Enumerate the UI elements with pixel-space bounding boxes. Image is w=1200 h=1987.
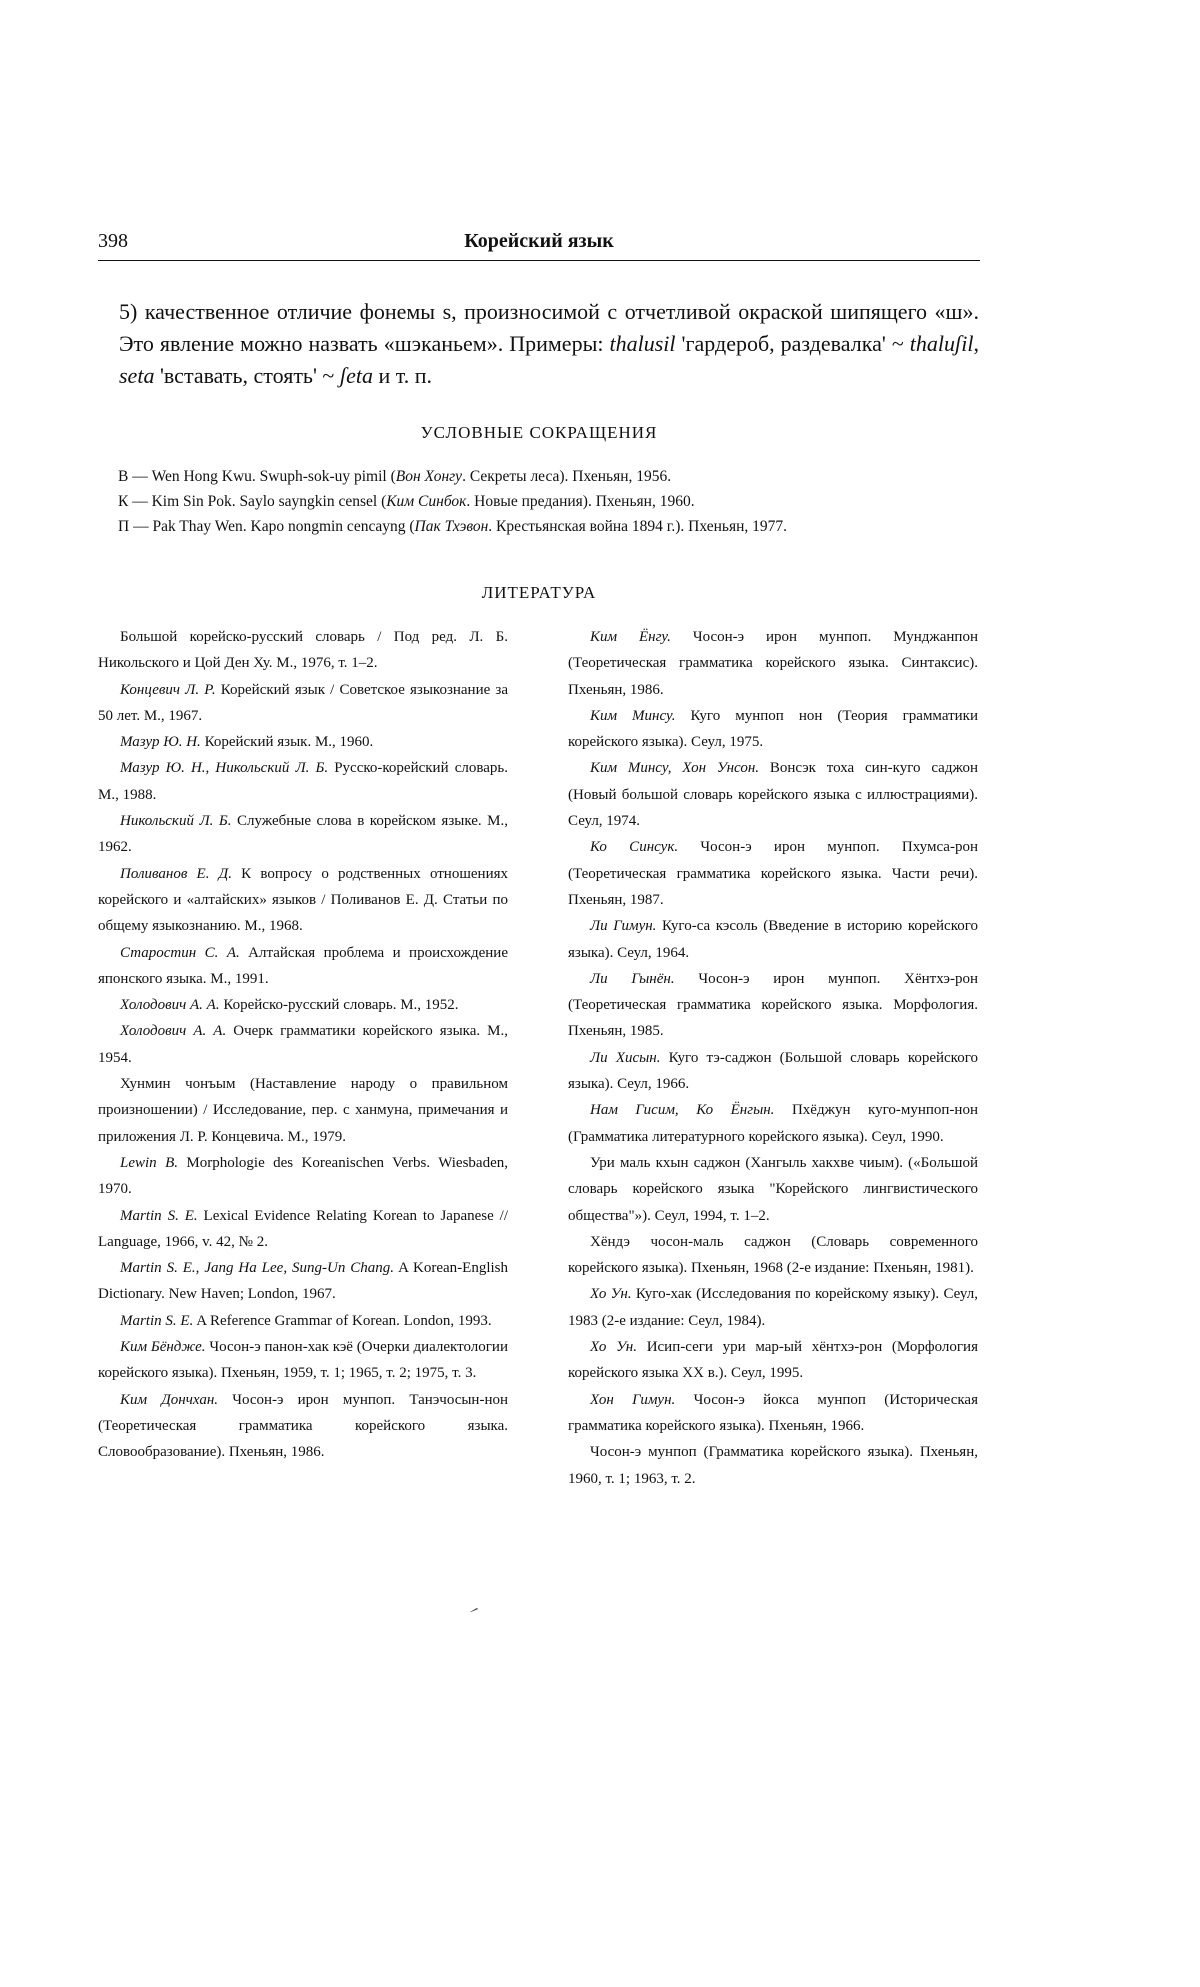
reference-text: Lexical Evidence Relating Korean to Japanese // Language, 1966, v. 42, № 2. <box>98 1207 508 1250</box>
reference-text: Чосон-э ирон мунпоп. Пхумса-рон (Теоретическая грамматика корейского языка. Части речи). Пхеньян, 1987. <box>568 839 978 908</box>
reference-author: Старостин С. А. <box>120 944 240 961</box>
ink-speck <box>469 1607 479 1613</box>
abbreviation-title: . Крестьянская война 1894 г.). Пхеньян, 1977. <box>488 518 788 535</box>
reference-author: Ким Дончхан. <box>120 1391 219 1408</box>
reference-text: Чосон-э ирон мунпоп. Танэчосын-нон (Теоретическая грамматика корейского языка. Словообразование). Пхеньян, 1986. <box>98 1391 509 1461</box>
abbreviation-author: Пак Тхэвон <box>414 518 489 535</box>
reference-author: Martin S. E. <box>120 1312 194 1329</box>
reference-entry <box>98 1334 508 1387</box>
abbreviation-item <box>118 464 978 489</box>
reference-entry <box>98 677 508 730</box>
reference-entry <box>98 1203 508 1256</box>
reference-entry <box>98 808 508 861</box>
abbreviations-heading: УСЛОВНЫЕ СОКРАЩЕНИЯ <box>420 423 658 442</box>
reference-author: Ли Гынён. <box>590 970 675 987</box>
references-left-column <box>98 624 508 1466</box>
intro-paragraph <box>119 296 979 392</box>
abbreviation-author: Вон Хонгу <box>395 468 463 485</box>
reference-entry <box>568 913 978 966</box>
reference-text: Пхёджун куго-мунпоп-нон (Грамматика литературного корейского языка). Сеул, 1990. <box>568 1102 978 1145</box>
reference-author: Ли Гимун. <box>590 918 657 935</box>
header-rule <box>98 260 980 261</box>
reference-text: Ури маль кхын саджон (Хангыль хакхве чиым). («Большой словарь корейского языка "Корейского лингвистического общества"»). Сеул, 1994, т. 1–2. <box>568 1154 978 1224</box>
reference-author: Хо Ун. <box>590 1286 632 1303</box>
reference-text: Чосон-э йокса мунпоп (Историческая грамматика корейского языка). Пхеньян, 1966. <box>568 1391 978 1434</box>
reference-author: Ким Ёнгу. <box>590 629 671 645</box>
reference-text: Исип-сеги ури мар-ый хёнтхэ-рон (Морфология корейского языка XX в.). Сеул, 1995. <box>568 1339 978 1382</box>
reference-text: Корейский язык / Советское языкознание за 50 лет. М., 1967. <box>98 681 508 724</box>
reference-text: Корейско-русский словарь. М., 1952. <box>219 997 459 1014</box>
reference-text: Хунмин чонъым (Наставление народу о правильном произношении) / Исследование, пер. с ханмуна, примечания и приложения Л. Р. Концевича. М., 1979. <box>98 1076 508 1145</box>
reference-entry <box>568 703 978 756</box>
reference-author: Ким Минсу. <box>590 707 676 724</box>
intro-text-3: , <box>973 331 980 356</box>
reference-author: Концевич Л. Р. <box>120 681 216 698</box>
reference-entry <box>98 1150 508 1203</box>
reference-author: Никольский Л. Б. <box>120 813 232 830</box>
reference-text: Корейский язык. М., 1960. <box>200 734 374 751</box>
reference-entry <box>98 940 508 993</box>
reference-entry <box>98 1255 508 1308</box>
reference-author: Martin S. E. <box>120 1207 198 1224</box>
reference-text: Чосон-э мунпоп (Грамматика корейского языка). Пхеньян, 1960, т. 1; 1963, т. 2. <box>568 1444 978 1487</box>
reference-entry <box>568 755 978 834</box>
reference-entry <box>568 1097 978 1150</box>
reference-entry <box>568 1045 978 1098</box>
running-title: Корейский язык <box>464 230 614 252</box>
abbreviation-item <box>118 514 978 539</box>
abbreviation-text: П — Pak Thay Wen. Kapo nongmin cencayng ( <box>118 518 415 535</box>
reference-text: Куго-са кэсоль (Введение в историю корейского языка). Сеул, 1964. <box>568 918 979 961</box>
reference-author: Ким Бёндже. <box>120 1339 206 1356</box>
reference-author: Хон Гимун. <box>590 1391 676 1408</box>
reference-entry <box>98 1071 508 1150</box>
example-word: thalusil <box>609 331 676 356</box>
reference-author: Поливанов Е. Д. <box>120 865 232 882</box>
reference-text: A Korean-English Dictionary. New Haven; London, 1967. <box>98 1260 509 1303</box>
reference-entry <box>568 1229 978 1282</box>
reference-text: Куго-хак (Исследования по корейскому языку). Сеул, 1983 (2-е издание: Сеул, 1984). <box>568 1286 978 1329</box>
reference-entry <box>98 624 508 677</box>
reference-text: Morphologie des Koreanischen Verbs. Wiesbaden, 1970. <box>98 1154 508 1198</box>
reference-text: Русско-корейский словарь. М., 1988. <box>98 760 508 803</box>
reference-entry <box>98 755 508 808</box>
abbreviation-item <box>118 489 978 514</box>
reference-entry <box>98 992 508 1018</box>
abbreviation-title: . Новые предания). Пхеньян, 1960. <box>466 493 695 510</box>
reference-entry <box>568 1387 978 1440</box>
literature-heading: ЛИТЕРАТУРА <box>481 583 597 602</box>
page-number: 398 <box>98 230 128 252</box>
reference-entry <box>98 1387 508 1466</box>
reference-text: Большой корейско-русский словарь / Под ред. Л. Б. Никольского и Цой Ден Ху. М., 1976, т. 1–2. <box>98 629 508 672</box>
reference-text: Хёндэ чосон-маль саджон (Словарь современного корейского языка). Пхеньян, 1968 (2-е издание: Пхеньян, 1981). <box>568 1233 978 1277</box>
reference-author: Холодович А. А. <box>120 997 220 1014</box>
reference-entry <box>98 1308 508 1334</box>
reference-entry <box>568 1150 978 1229</box>
abbreviation-author: Ким Синбок <box>386 493 467 510</box>
reference-author: Хо Ун. <box>590 1339 637 1356</box>
reference-author: Ким Минсу, Хон Унсон. <box>590 760 760 777</box>
example-word: thaluʃil <box>909 331 974 356</box>
reference-author: Lewin B. <box>120 1154 178 1171</box>
reference-text: Служебные слова в корейском языке. М., 1962. <box>98 813 508 856</box>
reference-author: Мазур Ю. Н., Никольский Л. Б. <box>120 760 329 777</box>
reference-entry <box>568 1334 978 1387</box>
reference-text: Очерк грамматики корейского языка. М., 1954. <box>98 1023 508 1066</box>
reference-author: Ли Хисын. <box>590 1049 661 1066</box>
reference-entry <box>98 729 508 755</box>
intro-text-1: 5) качественное отличие фонемы s, произносимой с отчетливой окраской шипящего «ш». Это явление можно назвать «шэканьем». Примеры: <box>119 299 979 356</box>
reference-entry <box>568 624 978 703</box>
reference-text: К вопросу о родственных отношениях корейского и «алтайских» языков / Поливанов Е. Д. Статьи по общему языкознанию. М., 1968. <box>98 865 508 935</box>
abbreviations-list <box>118 464 978 539</box>
reference-text: Куго тэ-саджон (Большой словарь корейского языка). Сеул, 1966. <box>568 1049 978 1093</box>
references-right-column <box>568 624 978 1492</box>
reference-entry <box>568 1439 978 1492</box>
page-header <box>98 230 980 260</box>
reference-entry <box>568 834 978 913</box>
reference-author: Нам Гисим, Ко Ёнгын. <box>590 1102 775 1119</box>
reference-text: A Reference Grammar of Korean. London, 1993. <box>193 1312 492 1329</box>
reference-text: Чосон-э ирон мунпоп. Мунджанпон (Теоретическая грамматика корейского языка. Синтаксис). Пхеньян, 1986. <box>568 629 978 698</box>
intro-text-5: и т. п. <box>373 363 433 388</box>
reference-text: Алтайская проблема и происхождение японского языка. М., 1991. <box>98 944 508 987</box>
intro-text-4: 'вставать, стоять' ~ <box>154 363 340 388</box>
reference-entry <box>98 861 508 940</box>
abbreviation-text: К — Kim Sin Pok. Saylo sayngkin censel ( <box>118 493 387 510</box>
reference-author: Martin S. E., Jang Ha Lee, Sung-Un Chang. <box>120 1260 395 1277</box>
reference-entry <box>568 966 978 1045</box>
reference-entry <box>98 1018 508 1071</box>
reference-text: Чосон-э панон-хак кэё (Очерки диалектологии корейского языка). Пхеньян, 1959, т. 1; 1965, т. 2; 1975, т. 3. <box>98 1339 508 1382</box>
abbreviation-title: . Секреты леса). Пхеньян, 1956. <box>462 468 672 485</box>
reference-entry <box>568 1281 978 1334</box>
reference-author: Мазур Ю. Н. <box>120 734 201 751</box>
intro-text-2: 'гардероб, раздевалка' ~ <box>675 331 910 356</box>
reference-text: Чосон-э ирон мунпоп. Хёнтхэ-рон (Теоретическая грамматика корейского языка. Морфология. Пхеньян, 1985. <box>568 970 978 1040</box>
example-word: ʃeta <box>339 363 374 388</box>
example-word: seta <box>119 363 155 388</box>
reference-text: Вонсэк тоха син-куго саджон (Новый большой словарь корейского языка с иллюстрациями). Сеул, 1974. <box>568 760 978 830</box>
reference-text: Куго мунпоп нон (Теория грамматики корейского языка). Сеул, 1975. <box>568 707 978 751</box>
reference-author: Ко Синсук. <box>590 839 679 856</box>
abbreviation-text: В — Wen Hong Kwu. Swuph-sok-uy pimil ( <box>118 468 396 485</box>
reference-author: Холодович А. А. <box>120 1023 227 1040</box>
